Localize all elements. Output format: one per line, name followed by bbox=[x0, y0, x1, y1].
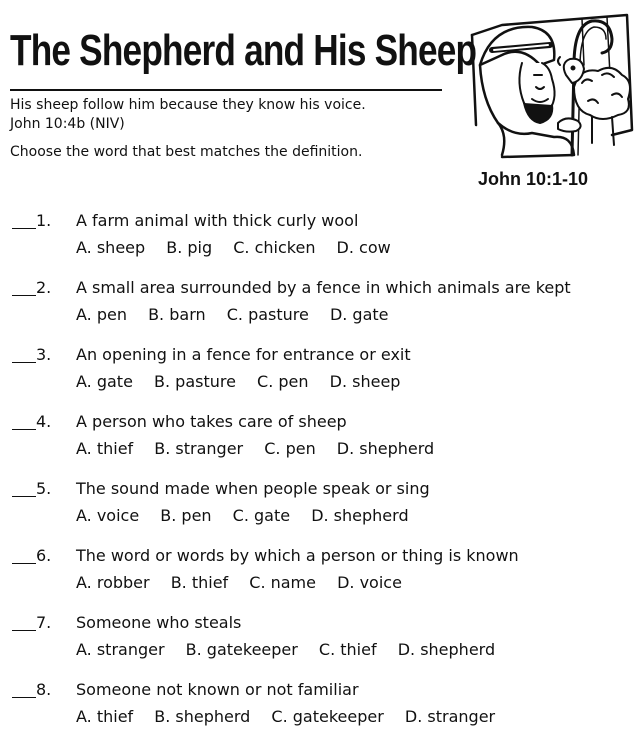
question-7 bbox=[0, 608, 641, 675]
answer-blank-8[interactable] bbox=[12, 697, 36, 698]
answer-options bbox=[76, 639, 511, 661]
question-number: 2. bbox=[36, 278, 52, 297]
scripture-reference: John 10:1-10 bbox=[478, 169, 589, 189]
answer-blank-6[interactable] bbox=[12, 563, 36, 564]
question-definition: The sound made when people speak or sing bbox=[76, 479, 430, 498]
option-a: A. sheep bbox=[76, 238, 146, 257]
question-number: 8. bbox=[36, 680, 52, 699]
answer-blank-3[interactable] bbox=[12, 362, 36, 363]
question-definition: An opening in a fence for entrance or exit bbox=[76, 345, 411, 364]
option-c: C. gate bbox=[232, 506, 291, 525]
answer-blank-4[interactable] bbox=[12, 429, 36, 430]
question-number: 6. bbox=[36, 546, 52, 565]
answer-blank-1[interactable] bbox=[12, 228, 36, 229]
option-d: D. shepherd bbox=[397, 640, 496, 659]
option-b: B. stranger bbox=[154, 439, 244, 458]
answer-options bbox=[76, 505, 425, 527]
option-d: D. sheep bbox=[329, 372, 401, 391]
question-1 bbox=[0, 206, 641, 273]
answer-blank-7[interactable] bbox=[12, 630, 36, 631]
title-divider bbox=[10, 89, 442, 91]
option-a: A. stranger bbox=[76, 640, 165, 659]
option-a: A. robber bbox=[76, 573, 150, 592]
option-a: A. thief bbox=[76, 707, 134, 726]
option-d: D. voice bbox=[337, 573, 402, 592]
option-c: C. pen bbox=[264, 439, 316, 458]
instructions: Choose the word that best matches the definition. bbox=[10, 144, 363, 160]
question-number: 7. bbox=[36, 613, 52, 632]
option-d: D. shepherd bbox=[336, 439, 435, 458]
question-number: 4. bbox=[36, 412, 52, 431]
option-a: A. pen bbox=[76, 305, 127, 324]
option-b: B. pig bbox=[166, 238, 213, 257]
question-list bbox=[0, 206, 641, 742]
question-4 bbox=[0, 407, 641, 474]
memory-verse bbox=[10, 96, 450, 134]
option-d: D. stranger bbox=[404, 707, 496, 726]
option-c: C. chicken bbox=[233, 238, 316, 257]
option-c: C. pen bbox=[257, 372, 309, 391]
option-b: B. pasture bbox=[154, 372, 236, 391]
worksheet-title: The Shepherd and His Sheep bbox=[10, 26, 477, 75]
option-b: B. pen bbox=[160, 506, 212, 525]
question-8 bbox=[0, 675, 641, 742]
shepherd-illustration bbox=[462, 5, 634, 163]
question-2 bbox=[0, 273, 641, 340]
option-b: B. barn bbox=[148, 305, 206, 324]
answer-options bbox=[76, 572, 418, 594]
question-3 bbox=[0, 340, 641, 407]
option-d: D. cow bbox=[336, 238, 391, 257]
answer-options bbox=[76, 237, 407, 259]
answer-blank-5[interactable] bbox=[12, 496, 36, 497]
question-definition: A farm animal with thick curly wool bbox=[76, 211, 359, 230]
option-a: A. thief bbox=[76, 439, 134, 458]
question-definition: A small area surrounded by a fence in which animals are kept bbox=[76, 278, 571, 297]
option-c: C. gatekeeper bbox=[271, 707, 384, 726]
question-definition: The word or words by which a person or thing is known bbox=[76, 546, 519, 565]
verse-text: His sheep follow him because they know his voice. bbox=[10, 97, 366, 113]
verse-citation: John 10:4b (NIV) bbox=[10, 116, 125, 132]
option-b: B. gatekeeper bbox=[185, 640, 298, 659]
question-number: 3. bbox=[36, 345, 52, 364]
option-b: B. thief bbox=[170, 573, 229, 592]
option-c: C. thief bbox=[318, 640, 377, 659]
question-number: 1. bbox=[36, 211, 52, 230]
question-6 bbox=[0, 541, 641, 608]
question-5 bbox=[0, 474, 641, 541]
answer-options bbox=[76, 706, 511, 728]
question-definition: A person who takes care of sheep bbox=[76, 412, 347, 431]
answer-options bbox=[76, 438, 450, 460]
answer-options bbox=[76, 304, 405, 326]
option-a: A. voice bbox=[76, 506, 140, 525]
option-b: B. shepherd bbox=[154, 707, 251, 726]
option-c: C. name bbox=[249, 573, 316, 592]
question-definition: Someone not known or not familiar bbox=[76, 680, 359, 699]
answer-blank-2[interactable] bbox=[12, 295, 36, 296]
question-definition: Someone who steals bbox=[76, 613, 242, 632]
question-number: 5. bbox=[36, 479, 52, 498]
option-c: C. pasture bbox=[226, 305, 309, 324]
option-d: D. gate bbox=[329, 305, 389, 324]
answer-options bbox=[76, 371, 416, 393]
option-a: A. gate bbox=[76, 372, 133, 391]
option-d: D. shepherd bbox=[311, 506, 409, 525]
